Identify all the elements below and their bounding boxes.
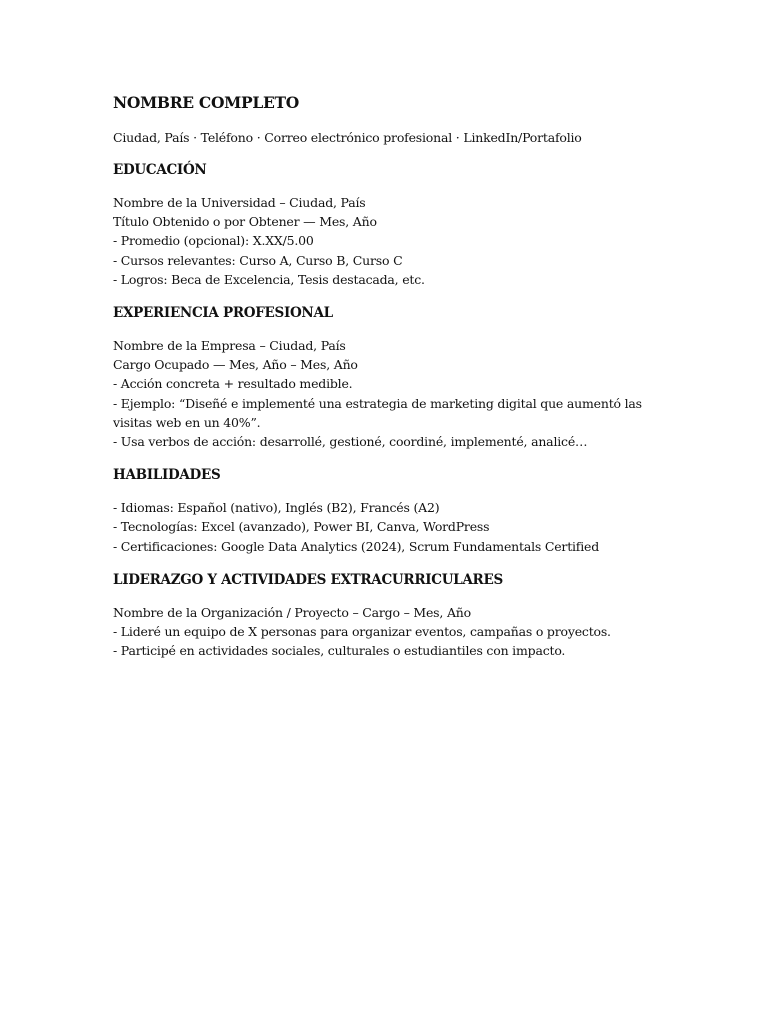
- skills-body: [113, 498, 673, 556]
- participation-line: - Participé en actividades sociales, culturales o estudiantiles con impacto.: [113, 643, 566, 659]
- technologies-line: - Tecnologías: Excel (avanzado), Power BI, Canva, WordPress: [113, 519, 490, 535]
- courses-line: - Cursos relevantes: Curso A, Curso B, Curso C: [113, 252, 403, 268]
- leadership-section: [113, 570, 673, 661]
- full-name: NOMBRE COMPLETO: [113, 93, 299, 112]
- education-section: [113, 160, 673, 289]
- company-line: Nombre de la Empresa – Ciudad, País: [113, 338, 346, 354]
- action-line: - Acción concreta + resultado medible.: [113, 376, 353, 392]
- university-line: Nombre de la Universidad – Ciudad, País: [113, 195, 366, 210]
- languages-line: - Idiomas: Español (nativo), Inglés (B2), Francés (A2): [113, 500, 440, 516]
- contact-line: Ciudad, País · Teléfono · Correo electrónico profesional · LinkedIn/Portafolio: [113, 130, 582, 145]
- skills-section: [113, 465, 673, 556]
- example-line: - Ejemplo: “Diseñé e implementé una estrategia de marketing digital que aumentó las visitas web en un 40%”.: [113, 395, 642, 430]
- experience-heading: EXPERIENCIA PROFESIONAL: [113, 305, 333, 322]
- organization-line: Nombre de la Organización / Proyecto – Cargo – Mes, Año: [113, 604, 471, 620]
- education-body: [113, 193, 673, 289]
- resume-page: [113, 92, 673, 674]
- experience-body: [113, 336, 673, 451]
- position-line: Cargo Ocupado — Mes, Año – Mes, Año: [113, 357, 358, 373]
- action-verbs-line: - Usa verbos de acción: desarrollé, gestioné, coordiné, implementé, analicé…: [113, 434, 588, 450]
- degree-line: Título Obtenido o por Obtener — Mes, Año: [113, 214, 377, 230]
- gpa-line: - Promedio (opcional): X.XX/5.00: [113, 233, 314, 249]
- leadership-heading: LIDERAZGO Y ACTIVIDADES EXTRACURRICULARES: [113, 571, 503, 588]
- achievements-line: - Logros: Beca de Excelencia, Tesis destacada, etc.: [113, 271, 425, 287]
- education-heading: EDUCACIÓN: [113, 162, 207, 178]
- certifications-line: - Certificaciones: Google Data Analytics (2024), Scrum Fundamentals Certified: [113, 538, 600, 554]
- skills-heading: HABILIDADES: [113, 467, 221, 484]
- led-team-line: - Lideré un equipo de X personas para organizar eventos, campañas o proyectos.: [113, 624, 611, 640]
- experience-section: [113, 303, 673, 451]
- leadership-body: [113, 603, 673, 661]
